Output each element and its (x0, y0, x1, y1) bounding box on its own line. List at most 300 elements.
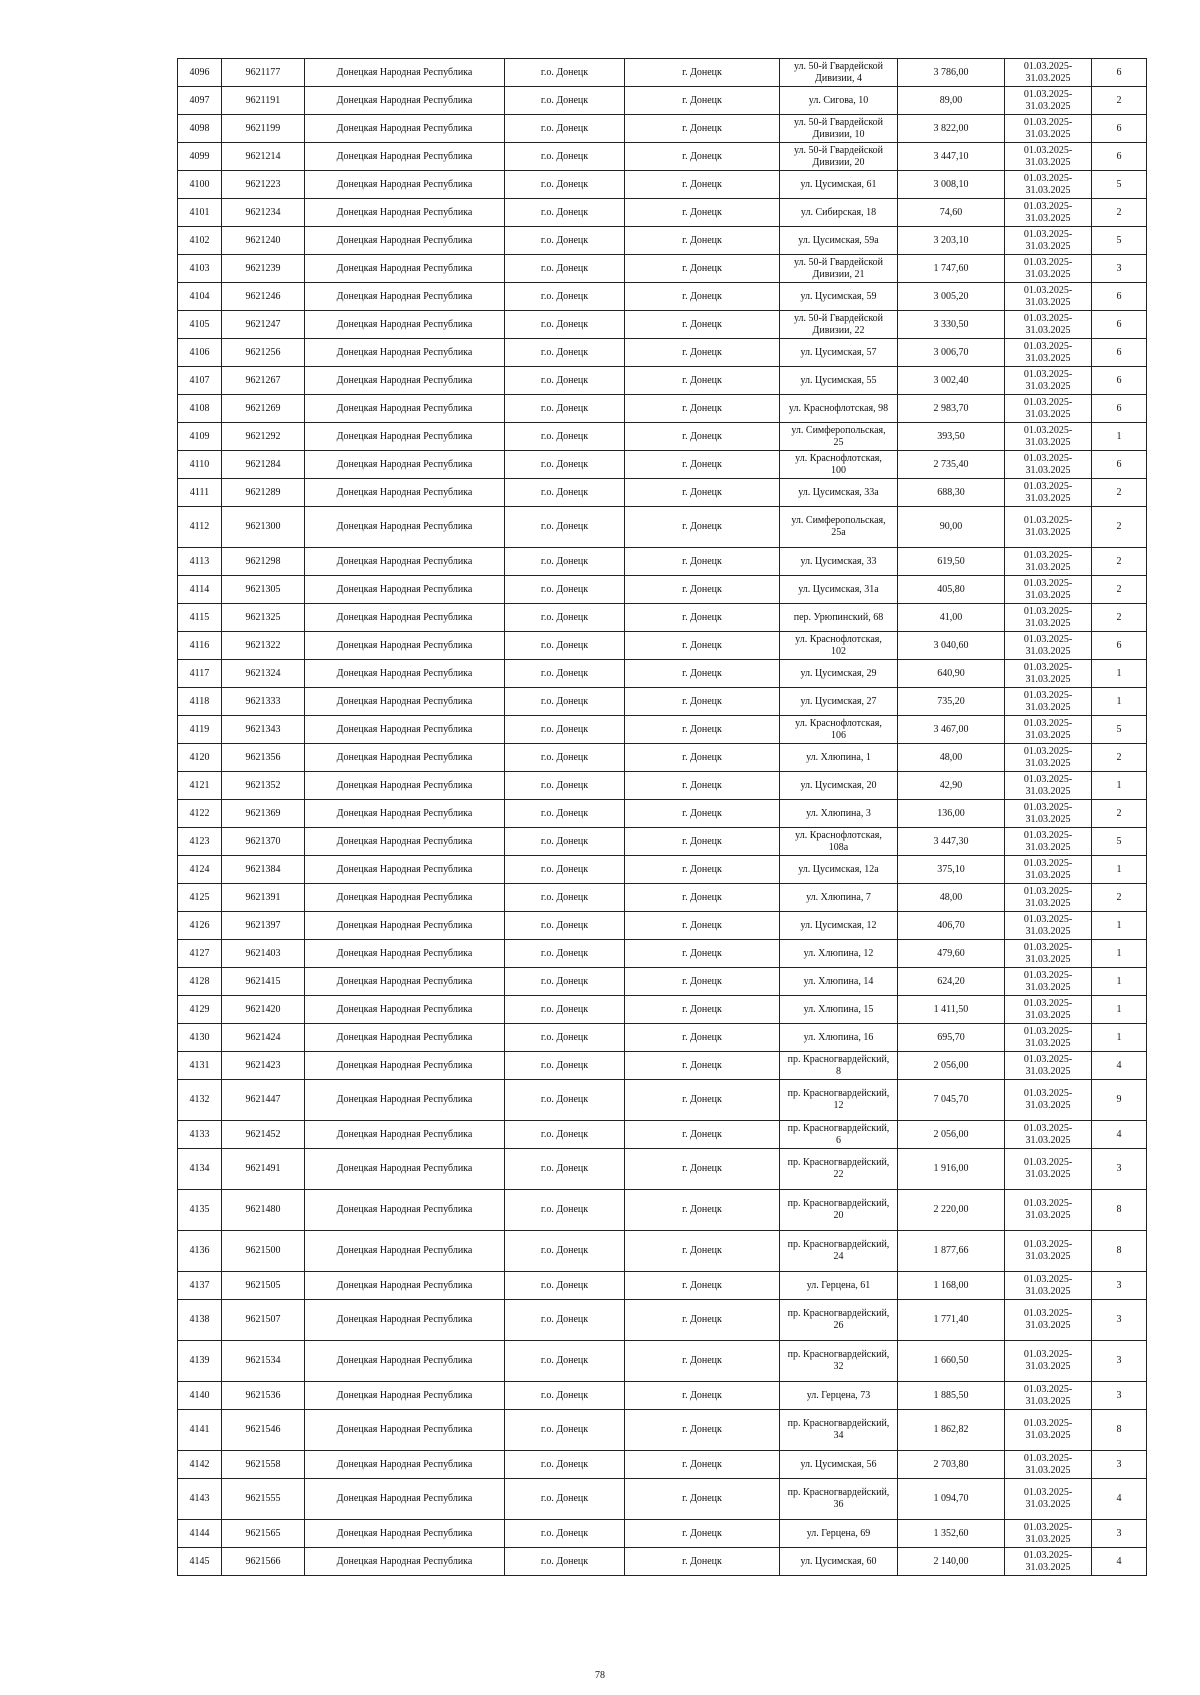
row-number-cell: 4100 (178, 171, 222, 199)
address-line: ул. Цусимская, 31а (798, 583, 879, 595)
count-cell: 6 (1092, 115, 1147, 143)
row-number-cell: 4124 (178, 856, 222, 884)
count-cell: 4 (1092, 1479, 1147, 1520)
city-cell: г. Донецк (625, 171, 780, 199)
object-id-cell: 9621199 (222, 115, 305, 143)
row-number-cell: 4109 (178, 423, 222, 451)
period-cell (1005, 339, 1092, 367)
object-id-cell: 9621298 (222, 548, 305, 576)
row-number-cell: 4114 (178, 576, 222, 604)
municipality-cell: г.о. Донецк (505, 1272, 625, 1300)
table-row (178, 1190, 1147, 1231)
address-cell (780, 395, 898, 423)
period-cell (1005, 632, 1092, 660)
municipality-cell: г.о. Донецк (505, 87, 625, 115)
count-cell: 2 (1092, 884, 1147, 912)
period-cell (1005, 171, 1092, 199)
address-line-continued: 108а (828, 841, 849, 853)
table-row (178, 395, 1147, 423)
region-cell: Донецкая Народная Республика (305, 828, 505, 856)
period-end: 31.03.2025 (1025, 1464, 1071, 1476)
period-start: 01.03.2025- (1023, 228, 1073, 240)
period-cell (1005, 1149, 1092, 1190)
address-line: ул. Герцена, 73 (806, 1389, 871, 1401)
area-cell: 1 352,60 (898, 1520, 1005, 1548)
count-cell: 1 (1092, 996, 1147, 1024)
address-line: ул. Цусимская, 60 (800, 1555, 877, 1567)
period-cell (1005, 772, 1092, 800)
period-end: 31.03.2025 (1025, 380, 1071, 392)
period-start: 01.03.2025- (1023, 60, 1073, 72)
area-cell: 3 006,70 (898, 339, 1005, 367)
count-cell: 6 (1092, 451, 1147, 479)
count-cell: 8 (1092, 1231, 1147, 1272)
area-cell: 1 411,50 (898, 996, 1005, 1024)
city-cell: г. Донецк (625, 479, 780, 507)
period-start: 01.03.2025- (1023, 717, 1073, 729)
table-row (178, 772, 1147, 800)
address-line: ул. Хлюпина, 7 (806, 891, 871, 903)
municipality-cell: г.о. Донецк (505, 1300, 625, 1341)
address-cell (780, 451, 898, 479)
city-cell: г. Донецк (625, 660, 780, 688)
period-start: 01.03.2025- (1023, 368, 1073, 380)
address-cell (780, 311, 898, 339)
row-number-cell: 4105 (178, 311, 222, 339)
period-cell (1005, 912, 1092, 940)
period-start: 01.03.2025- (1023, 1239, 1073, 1250)
address-line-continued: 24 (833, 1251, 844, 1262)
area-cell: 2 056,00 (898, 1052, 1005, 1080)
period-start: 01.03.2025- (1023, 829, 1073, 841)
period-end: 31.03.2025 (1025, 212, 1071, 224)
region-cell: Донецкая Народная Республика (305, 1548, 505, 1576)
municipality-cell: г.о. Донецк (505, 367, 625, 395)
object-id-cell: 9621370 (222, 828, 305, 856)
count-cell: 6 (1092, 367, 1147, 395)
period-start: 01.03.2025- (1023, 1487, 1073, 1498)
area-cell: 48,00 (898, 744, 1005, 772)
period-end: 31.03.2025 (1025, 128, 1071, 140)
object-id-cell: 9621369 (222, 800, 305, 828)
object-id-cell: 9621558 (222, 1451, 305, 1479)
region-cell: Донецкая Народная Республика (305, 912, 505, 940)
period-end: 31.03.2025 (1025, 100, 1071, 112)
table-row (178, 1272, 1147, 1300)
period-cell (1005, 1382, 1092, 1410)
period-end: 31.03.2025 (1025, 1561, 1071, 1573)
address-line: ул. Цусимская, 27 (800, 695, 877, 707)
address-cell (780, 828, 898, 856)
count-cell: 3 (1092, 255, 1147, 283)
period-start: 01.03.2025- (1023, 452, 1073, 464)
city-cell: г. Донецк (625, 1272, 780, 1300)
region-cell: Донецкая Народная Республика (305, 576, 505, 604)
address-line: пр. Красногвардейский, (787, 1418, 890, 1429)
municipality-cell: г.о. Донецк (505, 423, 625, 451)
region-cell: Донецкая Народная Республика (305, 143, 505, 171)
address-cell (780, 199, 898, 227)
row-number-cell: 4116 (178, 632, 222, 660)
period-start: 01.03.2025- (1023, 857, 1073, 869)
address-line: ул. Краснофлотская, 98 (788, 402, 889, 414)
table-body (178, 59, 1147, 1576)
object-id-cell: 9621534 (222, 1341, 305, 1382)
row-number-cell: 4140 (178, 1382, 222, 1410)
table-row (178, 1382, 1147, 1410)
address-cell (780, 423, 898, 451)
region-cell: Донецкая Народная Республика (305, 1231, 505, 1272)
object-id-cell: 9621324 (222, 660, 305, 688)
period-end: 31.03.2025 (1025, 436, 1071, 448)
row-number-cell: 4130 (178, 1024, 222, 1052)
address-cell (780, 1121, 898, 1149)
municipality-cell: г.о. Донецк (505, 1149, 625, 1190)
period-end: 31.03.2025 (1025, 464, 1071, 476)
municipality-cell: г.о. Донецк (505, 227, 625, 255)
object-id-cell: 9621240 (222, 227, 305, 255)
period-end: 31.03.2025 (1025, 925, 1071, 937)
municipality-cell: г.о. Донецк (505, 576, 625, 604)
period-cell (1005, 800, 1092, 828)
city-cell: г. Донецк (625, 339, 780, 367)
city-cell: г. Донецк (625, 1300, 780, 1341)
period-end: 31.03.2025 (1025, 1430, 1071, 1441)
period-cell (1005, 199, 1092, 227)
object-id-cell: 9621555 (222, 1479, 305, 1520)
period-start: 01.03.2025- (1023, 577, 1073, 589)
period-cell (1005, 395, 1092, 423)
object-id-cell: 9621480 (222, 1190, 305, 1231)
period-end: 31.03.2025 (1025, 981, 1071, 993)
period-cell (1005, 1341, 1092, 1382)
count-cell: 3 (1092, 1341, 1147, 1382)
municipality-cell: г.о. Донецк (505, 716, 625, 744)
city-cell: г. Донецк (625, 1410, 780, 1451)
address-line: ул. Краснофлотская, (795, 633, 882, 645)
count-cell: 1 (1092, 940, 1147, 968)
municipality-cell: г.о. Донецк (505, 59, 625, 87)
count-cell: 1 (1092, 688, 1147, 716)
municipality-cell: г.о. Донецк (505, 884, 625, 912)
municipality-cell: г.о. Донецк (505, 1548, 625, 1576)
address-cell (780, 940, 898, 968)
city-cell: г. Донецк (625, 996, 780, 1024)
municipality-cell: г.о. Донецк (505, 199, 625, 227)
period-end: 31.03.2025 (1025, 1320, 1071, 1331)
address-line: ул. Герцена, 69 (806, 1527, 871, 1539)
object-id-cell: 9621565 (222, 1520, 305, 1548)
period-cell (1005, 1479, 1092, 1520)
period-start: 01.03.2025- (1023, 1452, 1073, 1464)
region-cell: Донецкая Народная Республика (305, 548, 505, 576)
address-line-continued: 25 (833, 436, 844, 448)
address-cell (780, 996, 898, 1024)
period-start: 01.03.2025- (1023, 1549, 1073, 1561)
table-row (178, 255, 1147, 283)
period-end: 31.03.2025 (1025, 1037, 1071, 1049)
row-number-cell: 4099 (178, 143, 222, 171)
address-line: ул. Симферопольская, (791, 515, 886, 526)
row-number-cell: 4121 (178, 772, 222, 800)
object-id-cell: 9621491 (222, 1149, 305, 1190)
period-end: 31.03.2025 (1025, 240, 1071, 252)
city-cell: г. Донецк (625, 1190, 780, 1231)
city-cell: г. Донецк (625, 59, 780, 87)
table-row (178, 1080, 1147, 1121)
address-line: ул. Хлюпина, 12 (803, 947, 874, 959)
period-start: 01.03.2025- (1023, 340, 1073, 352)
municipality-cell: г.о. Донецк (505, 1520, 625, 1548)
table-row (178, 660, 1147, 688)
period-cell (1005, 1080, 1092, 1121)
area-cell: 406,70 (898, 912, 1005, 940)
row-number-cell: 4134 (178, 1149, 222, 1190)
municipality-cell: г.о. Донецк (505, 828, 625, 856)
count-cell: 2 (1092, 87, 1147, 115)
region-cell: Донецкая Народная Республика (305, 199, 505, 227)
row-number-cell: 4137 (178, 1272, 222, 1300)
address-line-continued: Дивизии, 20 (812, 156, 865, 168)
address-cell (780, 1272, 898, 1300)
address-line-continued: 26 (833, 1320, 844, 1331)
region-cell: Донецкая Народная Республика (305, 856, 505, 884)
municipality-cell: г.о. Донецк (505, 1190, 625, 1231)
period-cell (1005, 87, 1092, 115)
address-cell (780, 1190, 898, 1231)
address-line-continued: 22 (833, 1169, 844, 1180)
count-cell: 8 (1092, 1410, 1147, 1451)
period-end: 31.03.2025 (1025, 1169, 1071, 1180)
period-start: 01.03.2025- (1023, 1122, 1073, 1134)
area-cell: 41,00 (898, 604, 1005, 632)
count-cell: 2 (1092, 800, 1147, 828)
period-start: 01.03.2025- (1023, 144, 1073, 156)
period-end: 31.03.2025 (1025, 1285, 1071, 1297)
period-end: 31.03.2025 (1025, 729, 1071, 741)
period-end: 31.03.2025 (1025, 897, 1071, 909)
region-cell: Донецкая Народная Республика (305, 996, 505, 1024)
period-cell (1005, 451, 1092, 479)
address-line: ул. Цусимская, 61 (800, 178, 877, 190)
row-number-cell: 4102 (178, 227, 222, 255)
period-cell (1005, 1190, 1092, 1231)
address-cell (780, 912, 898, 940)
period-cell (1005, 884, 1092, 912)
region-cell: Донецкая Народная Республика (305, 968, 505, 996)
period-end: 31.03.2025 (1025, 617, 1071, 629)
table-row (178, 1451, 1147, 1479)
area-cell: 90,00 (898, 507, 1005, 548)
address-cell (780, 1451, 898, 1479)
row-number-cell: 4104 (178, 283, 222, 311)
table-row (178, 1300, 1147, 1341)
object-id-cell: 9621289 (222, 479, 305, 507)
count-cell: 1 (1092, 856, 1147, 884)
count-cell: 5 (1092, 828, 1147, 856)
period-start: 01.03.2025- (1023, 1349, 1073, 1360)
count-cell: 3 (1092, 1149, 1147, 1190)
municipality-cell: г.о. Донецк (505, 912, 625, 940)
period-cell (1005, 255, 1092, 283)
table-row (178, 143, 1147, 171)
city-cell: г. Донецк (625, 632, 780, 660)
object-id-cell: 9621500 (222, 1231, 305, 1272)
address-line-continued: Дивизии, 10 (812, 128, 865, 140)
row-number-cell: 4111 (178, 479, 222, 507)
address-line-continued: 36 (833, 1499, 844, 1510)
period-start: 01.03.2025- (1023, 997, 1073, 1009)
row-number-cell: 4131 (178, 1052, 222, 1080)
address-line: пр. Красногвардейский, (787, 1053, 890, 1065)
region-cell: Донецкая Народная Республика (305, 87, 505, 115)
period-end: 31.03.2025 (1025, 408, 1071, 420)
area-cell: 3 786,00 (898, 59, 1005, 87)
address-line: пр. Красногвардейский, (787, 1198, 890, 1209)
region-cell: Донецкая Народная Республика (305, 59, 505, 87)
period-end: 31.03.2025 (1025, 589, 1071, 601)
period-cell (1005, 688, 1092, 716)
count-cell: 2 (1092, 548, 1147, 576)
address-cell (780, 604, 898, 632)
city-cell: г. Донецк (625, 143, 780, 171)
area-cell: 3 002,40 (898, 367, 1005, 395)
object-id-cell: 9621352 (222, 772, 305, 800)
region-cell: Донецкая Народная Республика (305, 227, 505, 255)
row-number-cell: 4135 (178, 1190, 222, 1231)
address-line: ул. Цусимская, 20 (800, 779, 877, 791)
object-id-cell: 9621284 (222, 451, 305, 479)
city-cell: г. Донецк (625, 1231, 780, 1272)
city-cell: г. Донецк (625, 968, 780, 996)
region-cell: Донецкая Народная Республика (305, 1479, 505, 1520)
address-cell (780, 1520, 898, 1548)
address-cell (780, 1300, 898, 1341)
period-end: 31.03.2025 (1025, 869, 1071, 881)
period-cell (1005, 1451, 1092, 1479)
object-id-cell: 9621256 (222, 339, 305, 367)
period-end: 31.03.2025 (1025, 268, 1071, 280)
address-line: ул. Цусимская, 33 (800, 555, 877, 567)
table-row (178, 451, 1147, 479)
table-row (178, 1548, 1147, 1576)
count-cell: 2 (1092, 199, 1147, 227)
city-cell: г. Донецк (625, 604, 780, 632)
address-line: ул. Герцена, 61 (806, 1279, 871, 1291)
area-cell: 3 005,20 (898, 283, 1005, 311)
city-cell: г. Донецк (625, 576, 780, 604)
address-cell (780, 1024, 898, 1052)
region-cell: Донецкая Народная Республика (305, 1080, 505, 1121)
area-cell: 3 040,60 (898, 632, 1005, 660)
city-cell: г. Донецк (625, 828, 780, 856)
object-id-cell: 9621420 (222, 996, 305, 1024)
table-row (178, 311, 1147, 339)
period-start: 01.03.2025- (1023, 605, 1073, 617)
object-id-cell: 9621447 (222, 1080, 305, 1121)
object-id-cell: 9621415 (222, 968, 305, 996)
period-end: 31.03.2025 (1025, 352, 1071, 364)
period-cell (1005, 996, 1092, 1024)
object-id-cell: 9621343 (222, 716, 305, 744)
row-number-cell: 4120 (178, 744, 222, 772)
address-line: ул. Цусимская, 12а (798, 863, 879, 875)
address-line: ул. Краснофлотская, (795, 452, 882, 464)
address-line: ул. Сибирская, 18 (800, 206, 877, 218)
region-cell: Донецкая Народная Республика (305, 1190, 505, 1231)
area-cell: 1 877,66 (898, 1231, 1005, 1272)
region-cell: Донецкая Народная Республика (305, 632, 505, 660)
count-cell: 4 (1092, 1052, 1147, 1080)
region-cell: Донецкая Народная Республика (305, 423, 505, 451)
period-cell (1005, 115, 1092, 143)
region-cell: Донецкая Народная Республика (305, 688, 505, 716)
address-line: пр. Красногвардейский, (787, 1308, 890, 1319)
address-line: ул. Хлюпина, 1 (806, 751, 871, 763)
region-cell: Донецкая Народная Республика (305, 604, 505, 632)
address-cell (780, 688, 898, 716)
table-row (178, 283, 1147, 311)
table-row (178, 744, 1147, 772)
address-cell (780, 1052, 898, 1080)
period-start: 01.03.2025- (1023, 515, 1073, 526)
table-row (178, 1024, 1147, 1052)
city-cell: г. Донецк (625, 1451, 780, 1479)
address-cell (780, 59, 898, 87)
object-id-cell: 9621191 (222, 87, 305, 115)
period-cell (1005, 1231, 1092, 1272)
city-cell: г. Донецк (625, 311, 780, 339)
period-start: 01.03.2025- (1023, 913, 1073, 925)
address-cell (780, 143, 898, 171)
table-row (178, 1479, 1147, 1520)
city-cell: г. Донецк (625, 884, 780, 912)
period-end: 31.03.2025 (1025, 785, 1071, 797)
address-cell (780, 1080, 898, 1121)
city-cell: г. Донецк (625, 1479, 780, 1520)
count-cell: 1 (1092, 660, 1147, 688)
municipality-cell: г.о. Донецк (505, 283, 625, 311)
address-cell (780, 716, 898, 744)
city-cell: г. Донецк (625, 1520, 780, 1548)
period-end: 31.03.2025 (1025, 841, 1071, 853)
area-cell: 479,60 (898, 940, 1005, 968)
address-cell (780, 632, 898, 660)
object-id-cell: 9621247 (222, 311, 305, 339)
count-cell: 1 (1092, 772, 1147, 800)
period-end: 31.03.2025 (1025, 645, 1071, 657)
count-cell: 2 (1092, 576, 1147, 604)
address-line-continued: 32 (833, 1361, 844, 1372)
count-cell: 6 (1092, 339, 1147, 367)
period-start: 01.03.2025- (1023, 1383, 1073, 1395)
period-end: 31.03.2025 (1025, 156, 1071, 168)
address-line: ул. Хлюпина, 15 (803, 1003, 874, 1015)
table-row (178, 1149, 1147, 1190)
area-cell: 3 447,10 (898, 143, 1005, 171)
city-cell: г. Донецк (625, 912, 780, 940)
count-cell: 1 (1092, 968, 1147, 996)
area-cell: 1 862,82 (898, 1410, 1005, 1451)
period-cell (1005, 1410, 1092, 1451)
region-cell: Донецкая Народная Республика (305, 1341, 505, 1382)
row-number-cell: 4097 (178, 87, 222, 115)
area-cell: 735,20 (898, 688, 1005, 716)
address-cell (780, 1149, 898, 1190)
period-start: 01.03.2025- (1023, 941, 1073, 953)
count-cell: 5 (1092, 171, 1147, 199)
period-cell (1005, 1300, 1092, 1341)
